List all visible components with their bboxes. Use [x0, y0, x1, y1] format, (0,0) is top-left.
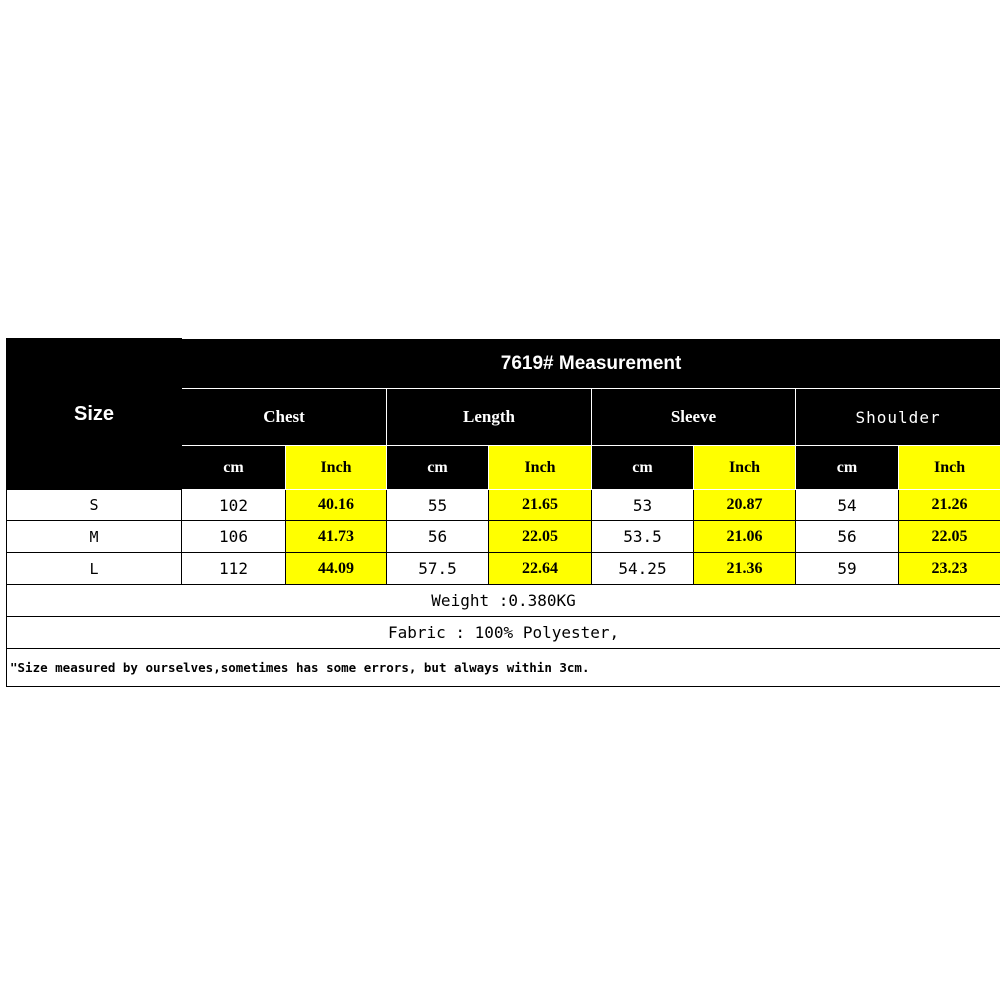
chest-inch-cell: 41.73: [286, 521, 387, 553]
shoulder-inch-cell: 23.23: [899, 553, 1000, 585]
size-chart-table: [6, 338, 1000, 687]
length-cm-cell: 57.5: [387, 553, 489, 585]
shoulder-cm-cell: 59: [796, 553, 899, 585]
table-row: [7, 521, 1000, 553]
unit-header-inch: Inch: [489, 446, 592, 490]
length-inch-cell: 22.64: [489, 553, 592, 585]
size-column-header: Size: [7, 339, 182, 490]
unit-header-cm: cm: [592, 446, 694, 490]
sleeve-inch-cell: 21.36: [694, 553, 796, 585]
group-header-sleeve: Sleeve: [592, 389, 796, 446]
unit-header-inch: Inch: [694, 446, 796, 490]
size-label: S: [7, 490, 182, 521]
unit-header-inch: Inch: [899, 446, 1000, 490]
chest-inch-cell: 44.09: [286, 553, 387, 585]
fabric-info: Fabric : 100% Polyester,: [7, 617, 1000, 649]
sleeve-cm-cell: 53: [592, 490, 694, 521]
size-label: L: [7, 553, 182, 585]
unit-header-cm: cm: [387, 446, 489, 490]
group-header-chest: Chest: [182, 389, 387, 446]
unit-header-cm: cm: [796, 446, 899, 490]
table-row: [7, 490, 1000, 521]
chest-cm-cell: 112: [182, 553, 286, 585]
sleeve-cm-cell: 54.25: [592, 553, 694, 585]
chest-cm-cell: 102: [182, 490, 286, 521]
sleeve-cm-cell: 53.5: [592, 521, 694, 553]
table-title: 7619# Measurement: [182, 339, 1000, 389]
chest-inch-cell: 40.16: [286, 490, 387, 521]
group-header-length: Length: [387, 389, 592, 446]
shoulder-cm-cell: 56: [796, 521, 899, 553]
length-inch-cell: 22.05: [489, 521, 592, 553]
group-header-shoulder: Shoulder: [796, 389, 1000, 446]
length-cm-cell: 56: [387, 521, 489, 553]
table-row: [7, 553, 1000, 585]
chest-cm-cell: 106: [182, 521, 286, 553]
shoulder-cm-cell: 54: [796, 490, 899, 521]
length-cm-cell: 55: [387, 490, 489, 521]
sleeve-inch-cell: 20.87: [694, 490, 796, 521]
unit-header-inch: Inch: [286, 446, 387, 490]
shoulder-inch-cell: 22.05: [899, 521, 1000, 553]
weight-info: Weight :0.380KG: [7, 585, 1000, 617]
shoulder-inch-cell: 21.26: [899, 490, 1000, 521]
measurement-note: "Size measured by ourselves,sometimes has some errors, but always within 3cm.: [7, 649, 1000, 687]
sleeve-inch-cell: 21.06: [694, 521, 796, 553]
size-label: M: [7, 521, 182, 553]
unit-header-cm: cm: [182, 446, 286, 490]
length-inch-cell: 21.65: [489, 490, 592, 521]
